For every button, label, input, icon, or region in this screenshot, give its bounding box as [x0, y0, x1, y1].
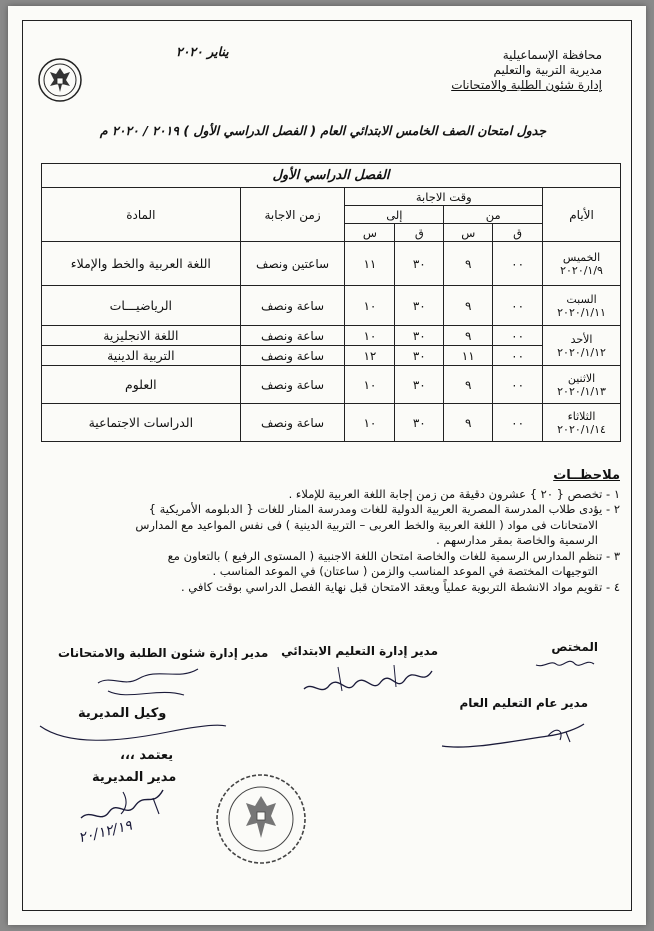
- notes-section: [42, 468, 620, 595]
- subject-cell: اللغة الانجليزية: [42, 326, 241, 346]
- table-row: [42, 404, 621, 442]
- header-days: الأيام: [543, 188, 621, 242]
- header-from: من: [444, 206, 543, 224]
- from-hours-cell: ٩: [444, 366, 493, 404]
- note-line: ٢ - يؤدى طلاب المدرسة المصرية العربية الدولية للغات ومدرسة المنار للغات { الدبلومه الأمريكية }: [148, 502, 620, 516]
- from-hours-cell: ١١: [444, 346, 493, 366]
- header-row-1: [42, 188, 621, 206]
- note-line: ١ - تخصص { ٢٠ } عشرون دقيقة من زمن إجابة اللغة العربية للإملاء .: [288, 486, 620, 501]
- official-stamp-icon: [214, 772, 308, 866]
- header-from-minutes: ق: [493, 224, 543, 242]
- term-row: [42, 164, 621, 188]
- to-minutes-cell: ٣٠: [395, 326, 444, 346]
- subject-cell: الدراسات الاجتماعية: [42, 404, 241, 442]
- header-from-hours: س: [444, 224, 493, 242]
- table-row: [42, 286, 621, 326]
- note-line: الرسمية والخاصة بمقر مدارسهم .: [436, 533, 598, 547]
- subject-cell: العلوم: [42, 366, 241, 404]
- primary-director-title: مدير إدارة التعليم الابتدائي: [281, 644, 438, 658]
- duration-cell: ساعة ونصف: [240, 366, 345, 404]
- subject-cell: التربية الدينية: [42, 346, 241, 366]
- document-title: جدول امتحان الصف الخامس الابتدائي العام ( الفصل الدراسي الأول ) ٢٠١٩ / ٢٠٢٠ م: [99, 123, 547, 138]
- to-hours-cell: ١١: [345, 242, 395, 286]
- primary-director-signature-icon: [298, 661, 438, 699]
- approved-label: يعتمد ،،،: [120, 748, 174, 763]
- note-line: التوجيهات المختصة في الموعد المناسب والزمن ( ساعتان) في الموعد المناسب .: [212, 564, 598, 578]
- subject-cell: الرياضيـــات: [42, 286, 241, 326]
- header-to: إلى: [345, 206, 444, 224]
- from-minutes-cell: ٠٠: [493, 326, 543, 346]
- duration-cell: ساعة ونصف: [240, 404, 345, 442]
- directorate-head-title: مدير المديرية: [92, 770, 177, 785]
- from-hours-cell: ٩: [444, 242, 493, 286]
- document-page: [8, 6, 646, 925]
- term-heading: الفصل الدراسي الأول: [42, 164, 621, 188]
- to-minutes-cell: ٣٠: [395, 286, 444, 326]
- from-hours-cell: ٩: [444, 326, 493, 346]
- from-minutes-cell: ٠٠: [493, 286, 543, 326]
- duration-cell: ساعة ونصف: [240, 326, 345, 346]
- table-row: [42, 242, 621, 286]
- note-line: الامتحانات فى مواد ( اللغة العربية والخط العربى – التربية الدينية ) فى نفس المواعيد مع المدارس: [135, 517, 598, 532]
- general-director-signature-icon: [438, 706, 588, 758]
- to-minutes-cell: ٣٠: [395, 242, 444, 286]
- day-cell: الأحد ٢٠٢٠/١/١٢: [543, 326, 621, 366]
- duration-cell: ساعة ونصف: [240, 346, 345, 366]
- to-minutes-cell: ٣٠: [395, 346, 444, 366]
- from-hours-cell: ٩: [444, 286, 493, 326]
- directorate: مديرية التربية والتعليم: [493, 63, 602, 77]
- egypt-eagle-logo: [36, 56, 84, 104]
- deputy-signature-icon: [38, 696, 228, 746]
- to-hours-cell: ١٢: [345, 346, 395, 366]
- from-minutes-cell: ٠٠: [493, 242, 543, 286]
- header-subject: المادة: [42, 188, 241, 242]
- specialist-signature-icon: [528, 654, 598, 674]
- from-minutes-cell: ٠٠: [493, 404, 543, 442]
- table-row: [42, 346, 621, 366]
- specialist-title: المختص: [551, 640, 598, 654]
- governorate: محافظة الإسماعيلية: [502, 48, 602, 62]
- duration-cell: ساعة ونصف: [240, 286, 345, 326]
- to-minutes-cell: ٣٠: [395, 366, 444, 404]
- to-hours-cell: ١٠: [345, 366, 395, 404]
- handwritten-date: ٢٠/١٢/١٩: [76, 817, 134, 847]
- to-hours-cell: ١٠: [345, 326, 395, 346]
- to-minutes-cell: ٣٠: [395, 404, 444, 442]
- header-to-minutes: ق: [395, 224, 444, 242]
- to-hours-cell: ١٠: [345, 286, 395, 326]
- general-director-title: مدير عام التعليم العام: [459, 696, 588, 710]
- exam-schedule-table: [41, 163, 621, 442]
- header-date: يناير ٢٠٢٠: [176, 44, 229, 59]
- from-hours-cell: ٩: [444, 404, 493, 442]
- deputy-title: وكيل المديرية: [78, 706, 167, 721]
- notes-heading: ملاحظــات: [553, 468, 620, 483]
- day-cell: الخميس ٢٠٢٠/١/٩: [543, 242, 621, 286]
- header-answer-time: وقت الاجابة: [345, 188, 543, 206]
- table-row: [42, 366, 621, 404]
- note-line: ٤ - تقويم مواد الانشطة التربوية عملياً ويعقد الامتحان قبل نهاية الفصل الدراسي بوقت كافي .: [180, 579, 620, 594]
- day-cell: السبت ٢٠٢٠/١/١١: [543, 286, 621, 326]
- table-row: [42, 326, 621, 346]
- header-authority: [451, 48, 602, 93]
- to-hours-cell: ١٠: [345, 404, 395, 442]
- header-duration: زمن الاجابة: [240, 188, 345, 242]
- day-cell: الثلاثاء ٢٠٢٠/١/١٤: [543, 404, 621, 442]
- duration-cell: ساعتين ونصف: [240, 242, 345, 286]
- note-line: ٣ - تنظم المدارس الرسمية للغات والخاصة امتحان اللغة الاجنبية ( المستوى الرفيع ) بالتعاون مع: [167, 548, 620, 563]
- subject-cell: اللغة العربية والخط والإملاء: [42, 242, 241, 286]
- department: إدارة شئون الطلبة والامتحانات: [451, 78, 602, 92]
- header-to-hours: س: [345, 224, 395, 242]
- day-cell: الاثنين ٢٠٢٠/١/١٣: [543, 366, 621, 404]
- from-minutes-cell: ٠٠: [493, 346, 543, 366]
- affairs-director-title: مدير إدارة شئون الطلبة والامتحانات: [58, 646, 269, 660]
- from-minutes-cell: ٠٠: [493, 366, 543, 404]
